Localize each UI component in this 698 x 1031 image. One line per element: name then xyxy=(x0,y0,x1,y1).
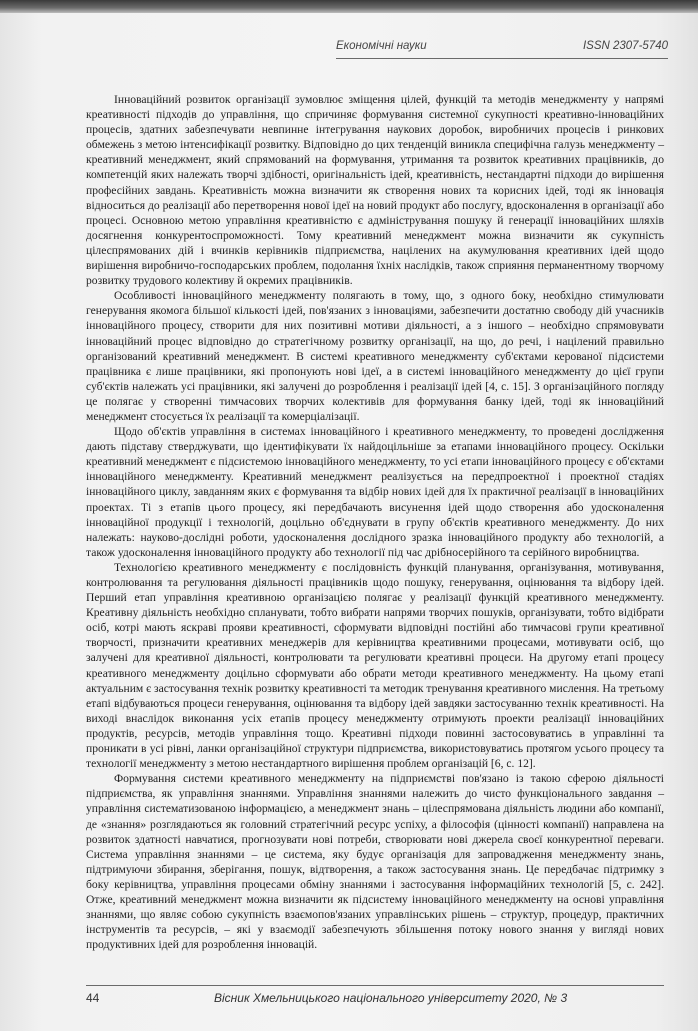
issn-label: ISSN 2307-5740 xyxy=(582,40,668,52)
scan-top-edge xyxy=(0,0,698,13)
footer-divider xyxy=(86,985,664,986)
paragraph-2: Особливості інноваційного менеджменту полягають в тому, що, з одного боку, необхідно стимулювати генерування якомога більшої кількості ідей, пов'язаних з інноваціями, забезпечити достатню свободу дій учасників інноваційного процесу, створити для них позитивні мотиви діяльності, а з іншого – необхідно спрямовувати інноваційний процес відповідно до стратегічному розвитку організації, на що, до речі, і націлений правильно організований креативний менеджмент. В системі креативного менеджменту суб'єктами керованої підсистеми працівника є лише працівники, які пропонують нові ідеї, а в системі інноваційного менеджменту до цієї групи суб'єктів належать усі працівники, які залучені до розроблення і реалізації ідей [4, с. 15]. З організаційного погляду це полягає у створенні тимчасових творчих колективів для формування банку ідей, тоді як інноваційний менеджмент стосується їх реалізації та комерціалізації. xyxy=(86,289,664,423)
running-footer xyxy=(86,991,664,1009)
header-divider xyxy=(336,58,668,59)
section-title: Економічні науки xyxy=(336,40,427,52)
paragraph-5: Формування системи креативного менеджменту на підприємстві пов'язано із такою сферою діяльності підприємства, як управління знаннями. Управління знаннями належить до чисто функціонального завдання – управління систематизованою інформацією, а менеджмент знань – цілеспрямована діяльність людини або компанії, де «знання» розглядаються як головний стратегічний ресурс успіху, а філософія (цінності компанії) направлена на розвиток здатності навчатися, прогнозувати нові потреби, створювати нові джерела своєї конкурентної переваги. Система управління знаннями – це система, яку будує організація для запровадження менеджменту знань, підтримуючи збирання, зберігання, пошук, відтворення, а також застосування знань. Це передбачає підтримку з боку керівництва, управління процесами обміну знаннями і застосування інформаційних технологій [5, с. 242]. Отже, креативний менеджмент можна визначити як підсистему інноваційного менеджменту на основі управління знаннями, що являє собою сукупність взаємопов'язаних управлінських рішень – структур, процедур, практичних інструментів та ресурсів, – які у взаємодії забезпечують збільшення потоку нового знання у вигляді нових продуктивних ідей для розроблення інновацій. xyxy=(86,772,664,952)
paragraph-1: Інноваційний розвиток організації зумовлює зміщення цілей, функцій та методів менеджменту у напрямі креативності підходів до управління, що спричиняє формування системної сукупності креативно-інноваційних процесів, здатних забезпечувати невпинне інтегрування наукових доробок, виробничих процесів і ринкових обмежень з метою інтенсифікації розвитку. Відповідно до цих тенденцій виникла специфічна галузь менеджменту – креативний менеджмент, який спрямований на формування, утримання та розвиток креативних працівників, до компетенцій яких належать творчі здібності, оригінальність ідей, креативність, нестандартні підходи до вирішення професійних завдань. Креативність можна визначити як створення нових та корисних ідей, тоді як інновація відноситься до реалізації або перетворення нової ідеї на новий продукт або послугу, вдосконалення в організації або процесі. Основною метою управління креативністю є адміністрування пошуку й генерації інноваційних шляхів досягнення конкурентоспроможності. Тому креативний менеджмент можна визначити як сукупність цілеспрямованих дій і вчинків керівників підприємства, націлених на акумулювання креативних ідей щодо вирішення виробничо-господарських проблем, подолання їхніх наслідків, також сприяння перманентному творчому розвитку трудового колективу й окремих працівників. xyxy=(86,93,664,288)
journal-title: Вісник Хмельницького національного університету 2020, № 3 xyxy=(214,991,568,1005)
paragraph-3: Щодо об'єктів управління в системах інноваційного і креативного менеджменту, то проведені дослідження дають підставу стверджувати, що ідентифікувати їх найдоцільніше за етапами інноваційного процесу. Оскільки креативний менеджмент є підсистемою інноваційного менеджменту, то усі етапи інноваційного процесу є об'єктами інноваційного менеджменту. Креативний менеджмент реалізується на передпроектної і проектної стадіях інноваційного циклу, завданням яких є формування та відбір нових ідей для їх практичної реалізації в інноваційних проектах. Ті з етапів цього процесу, які передбачають висунення ідей щодо створення або удосконалення інноваційної продукції і технологій, доцільно об'єднувати в групу об'єктів креативного менеджменту. До них належать: науково-дослідні роботи, удосконалення дослідного зразка інноваційного продукту або технологій, а також удосконалення інноваційного продукту або технології під час дрібносерійного та серійного виробництва. xyxy=(86,425,664,559)
paragraph-4: Технологією креативного менеджменту є послідовність функцій планування, організування, мотивування, контролювання та регулювання діяльності працівників щодо пошуку, генерування, оцінювання та відбору ідей. Перший етап управління креативною організацією полягає у реалізації функцій креативного менеджменту. Креативну діяльність необхідно спланувати, тобто вибрати напрями творчих пошуків, організувати, тобто відібрати осіб, котрі мають яскраві прояви креативності, сформувати відповідні постійні або тимчасові групи креативної творчості, призначити креативних менеджерів для керівництва креативними процесами, мотивувати осіб, що залучені для креативної діяльності, контролювати та регулювати креативні процеси. На другому етапі процесу креативного менеджменту доцільно сформувати або обрати методи креативного менеджменту. На цьому етапі актуальним є застосування технік розвитку креативності та методик тренування креативного мислення. На третьому етапі відбуваються процеси генерування, оцінювання та відбору ідей завдяки застосуванню технік креативності. На виході внаслідок виконання усіх етапів процесу менеджменту отримують проекти реалізації інноваційних продуктів, ресурсів, методів управління тощо. Креативні підходи повинні застосовуватись в управлінні та проникати в усі рівні, ланки організаційної структури підприємства, використовуватись протягом усього процесу та технології менеджменту з метою нестандартного вирішення проблем організацій [6, с. 12]. xyxy=(86,560,664,771)
article-body xyxy=(86,92,664,952)
page-number: 44 xyxy=(86,991,100,1005)
running-header xyxy=(336,40,668,56)
